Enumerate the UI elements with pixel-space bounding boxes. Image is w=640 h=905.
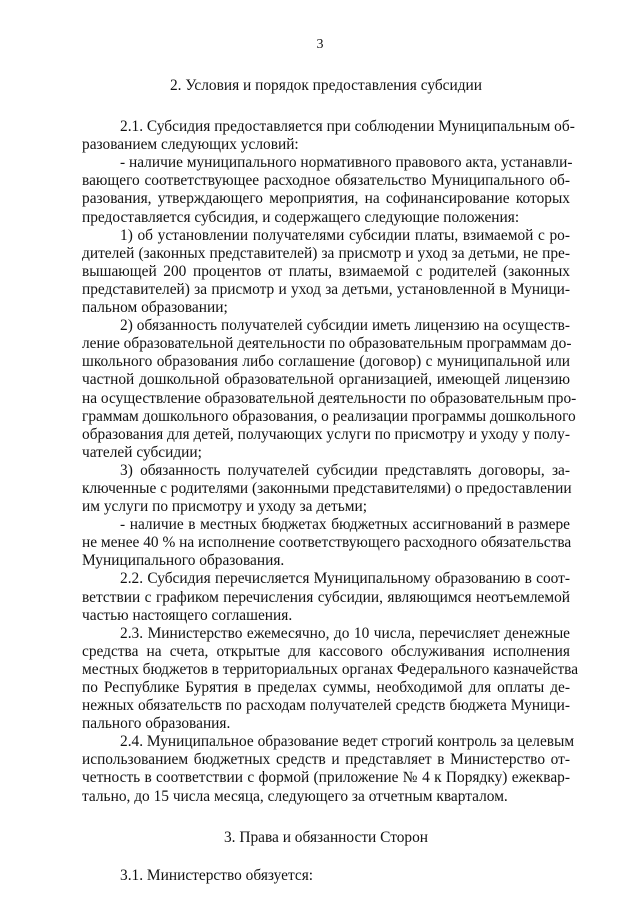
text-line: 3.1. Министерство обязуется: xyxy=(120,866,314,884)
text-line: по Республике Бурятия в пределах суммы, необходимой для оплаты де- xyxy=(82,679,570,696)
text-line: вающего соответствующее расходное обязательство Муниципального об- xyxy=(82,172,570,190)
text-line: 3) обязанность получателей субсидии представлять договоры, за- xyxy=(120,461,570,479)
section-3-body xyxy=(82,867,570,885)
text-line: средства на счета, открытые для кассового обслуживания исполнения xyxy=(82,642,570,660)
paragraph xyxy=(82,867,570,885)
text-line: - наличие в местных бюджетах бюджетных ассигнований в размере xyxy=(120,516,570,534)
paragraph xyxy=(82,118,575,154)
text-line: - наличие муниципального нормативного правового акта, устанавли- xyxy=(120,154,573,172)
text-line: дителей (законных представителей) за присмотр и уход за детьми, не пре- xyxy=(82,244,570,262)
text-line: чателей субсидии; xyxy=(82,443,202,461)
text-line: 2.4. Муниципальное образование ведет строгий контроль за целевым xyxy=(120,733,575,751)
paragraph xyxy=(82,462,570,516)
page-number: 3 xyxy=(316,37,324,52)
paragraph xyxy=(82,227,570,317)
text-line: Муниципального образования. xyxy=(82,552,285,570)
text-line: 2) обязанность получателей субсидии иметь лицензию на осуществ- xyxy=(120,317,570,335)
text-line: частной дошкольной образовательной организацией, имеющей лицензию xyxy=(82,371,570,389)
paragraph xyxy=(82,516,570,570)
text-line: на осуществление образовательной деятельности по образовательным про- xyxy=(82,389,577,407)
section-heading-3: 3. Права и обязанности Сторон xyxy=(223,828,429,846)
text-line: представителей) за присмотр и уход за детьми, установленной в Муници- xyxy=(82,280,570,298)
text-line: предоставляется субсидия, и содержащего следующие положения: xyxy=(82,208,520,226)
text-line: образования для детей, получающих услуги по присмотру и уходу у полу- xyxy=(82,425,570,443)
text-line: использованием бюджетных средств и представляет в Министерство от- xyxy=(82,751,570,769)
text-line: пальном образовании; xyxy=(82,299,228,317)
text-line: нежных обязательств по расходам получателей средств бюджета Муници- xyxy=(82,697,570,715)
paragraph xyxy=(82,154,573,226)
paragraph xyxy=(82,317,577,462)
text-line: ветствии с графиком перечисления субсидии, являющимся неотъемлемой xyxy=(82,588,570,606)
text-line: граммам дошкольного образования, о реализации программы дошкольного xyxy=(82,407,576,425)
text-line: им услуги по присмотру и уходу за детьми; xyxy=(82,498,368,516)
text-line: ключенные с родителями (законными представителями) о предоставлении xyxy=(82,479,572,497)
text-line: местных бюджетов в территориальных органах Федерального казначейства xyxy=(82,660,579,678)
text-line: 2.3. Министерство ежемесячно, до 10 числа, перечисляет денежные xyxy=(120,624,570,642)
text-line: частью настоящего соглашения. xyxy=(82,606,293,624)
text-line: ление образовательной деятельности по образовательным программам до- xyxy=(82,335,572,353)
text-line: 2.2. Субсидия перечисляется Муниципальному образованию в соот- xyxy=(120,570,570,588)
text-line: четность в соответствии с формой (приложение № 4 к Порядку) ежеквар- xyxy=(82,769,570,787)
section-heading-2: 2. Условия и порядок предоставления субсидии xyxy=(169,77,483,94)
paragraph xyxy=(82,624,579,734)
text-line: не менее 40 % на исполнение соответствующего расходного обязательства xyxy=(82,534,572,552)
document-body xyxy=(82,77,579,885)
text-line: тально, до 15 числа месяца, следующего за отчетным кварталом. xyxy=(82,787,508,805)
text-line: вышающей 200 процентов от платы, взимаемой с родителей (законных xyxy=(82,262,570,280)
paragraph xyxy=(82,570,570,624)
paragraph xyxy=(82,733,575,805)
text-line: разованием следующих условий: xyxy=(82,136,299,154)
text-line: разования, утверждающего мероприятия, на софинансирование которых xyxy=(82,190,570,208)
text-line: 2.1. Субсидия предоставляется при соблюдении Муниципальным об- xyxy=(120,118,575,136)
text-line: 1) об установлении получателями субсидии платы, взимаемой с ро- xyxy=(120,226,570,244)
section-2-body xyxy=(82,118,579,806)
text-line: пального образования. xyxy=(82,715,231,733)
text-line: школьного образования либо соглашение (договор) с муниципальной или xyxy=(82,353,570,371)
